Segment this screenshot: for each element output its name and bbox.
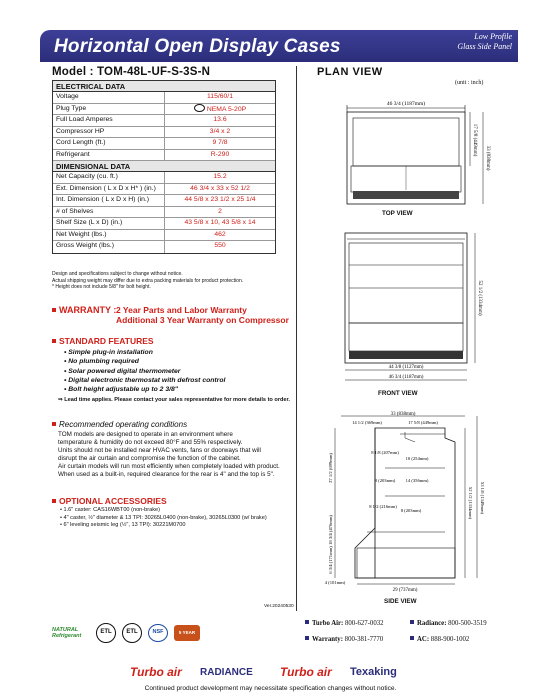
bullet-icon [52, 422, 56, 426]
recommended-title [52, 420, 187, 429]
row-label: Voltage [53, 92, 165, 103]
table-row [53, 127, 275, 139]
front-view-drawing [305, 225, 515, 395]
dim-side-top-b: 14 1/2 (369mm) [352, 420, 382, 425]
page-title: Horizontal Open Display Cases [54, 36, 341, 57]
natural-refrigerant-logo [52, 627, 86, 649]
list-item: • Simple plug-in installation [64, 349, 153, 356]
refrigerant-text: Refrigerant [52, 633, 82, 639]
cabinet-front [345, 233, 467, 363]
turbo-air-logo-2: Turbo air [280, 665, 332, 679]
warranty-details [116, 305, 289, 325]
bullet-icon [305, 620, 309, 624]
row-label: Shelf Size (L x D) (in.) [53, 218, 165, 229]
warranty-line: 2 Year Parts and Labor Warranty [116, 305, 247, 315]
recommended-body [58, 431, 290, 479]
dim-l3: 6 3/4 (171mm) [328, 546, 333, 574]
header-bar [40, 30, 518, 62]
warranty-label [52, 305, 116, 315]
bullet-icon [410, 636, 414, 640]
dim-inner: 44 3/8 (1127mm) [388, 365, 424, 370]
table-row [53, 184, 275, 196]
dim-depth-a: 17 5/8 (449mm) [472, 123, 477, 157]
row-value: 9 7/8 [212, 139, 228, 146]
warranty-badge: 5 YEAR [174, 625, 200, 641]
lead-time-note: ⇒ Lead time applies. Please contact your sales representative for more details to order. [58, 397, 290, 403]
column-divider [296, 66, 297, 611]
warranty-label-text: WARRANTY : [59, 305, 117, 315]
text-line: disrupt the air curtain and compromise the function of the cabinet. [58, 455, 241, 462]
plan-view-title: PLAN VIEW [317, 66, 383, 78]
plug-value: NEMA 5-20P [206, 105, 247, 113]
features-title-text: STANDARD FEATURES [59, 336, 154, 346]
row-label: Gross Weight (lbs.) [53, 241, 165, 253]
features-list [64, 348, 225, 394]
certifications [52, 623, 292, 653]
text-line: Units should not be installed near HVAC vents, fans or doorways that will [58, 447, 261, 454]
bullet-icon [410, 620, 414, 624]
subtitle-line-2: Glass Side Panel [457, 42, 512, 51]
table-row [53, 218, 275, 230]
brand-logos [50, 665, 500, 681]
dim-s1: 8 1/8 (207mm) [371, 450, 399, 455]
text-line: temperature & humidity do not exceed 80°F and 55% respectively. [58, 439, 243, 446]
unit-label: (unit : inch) [455, 80, 484, 86]
warranty [52, 305, 289, 325]
bullet-icon [52, 499, 56, 503]
front-view-label: FRONT VIEW [378, 390, 418, 397]
dim-s5: 8 1/2 (216mm) [369, 504, 397, 509]
contact-phone: 888-900-1002 [430, 636, 470, 643]
row-label: Plug Type [53, 104, 165, 115]
natural-text: NATURAL [52, 627, 79, 633]
row-value: 44 5/8 x 23 1/2 x 25 1/4 [184, 196, 256, 203]
table-row [53, 241, 275, 253]
list-item: • Digital electronic thermostat with defrost control [64, 376, 226, 384]
contact-phone: 800-381-7770 [344, 636, 384, 643]
contact-name: AC: [417, 636, 430, 643]
contact-turbo-air [305, 618, 384, 630]
base-grille [349, 351, 463, 359]
contact-name: Turbo Air: [312, 620, 344, 627]
row-label: Compressor HP [53, 127, 165, 138]
text-line: Air curtain models will run most efficiently when completely loaded with product. [58, 463, 280, 470]
list-item: • 4" caster, ½" diameter & 13 TPI: 30265L0400 (non-brake), 30265L0300 (w/ brake) [60, 514, 267, 521]
contact-name: Warranty: [312, 636, 343, 643]
spec-table [52, 80, 276, 254]
row-label: Net Weight (lbs.) [53, 230, 165, 241]
text-line: When used as a built-in, required clearance for the rear is 4" and the top is 5". [58, 471, 275, 478]
list-item: • Bolt height adjustable up to 2 3/8" [64, 386, 178, 394]
accessories-list [60, 507, 267, 530]
plug-icon [194, 104, 205, 112]
dim-s4: 14 (356mm) [405, 478, 429, 483]
table-row [53, 104, 275, 116]
subtitle-line-1: Low Profile [474, 32, 512, 41]
row-label: Refrigerant [53, 150, 165, 161]
row-value: R-290 [210, 150, 230, 158]
text-line: TOM models are designed to operate in an environment where [58, 431, 233, 438]
bullet-icon [305, 636, 309, 640]
dimensional-section-header: DIMENSIONAL DATA [53, 161, 275, 172]
table-row [53, 115, 275, 127]
row-label: Net Capacity (cu. ft.) [53, 172, 165, 183]
cabinet-outline [347, 112, 465, 204]
contact-radiance [410, 618, 487, 630]
contact-phone: 800-500-3519 [448, 620, 487, 627]
dim-depth-b: 33 (838mm) [485, 145, 490, 171]
accessories-title [52, 496, 167, 506]
dim-s6: 8 (203mm) [400, 508, 422, 513]
row-value: 13.6 [213, 116, 227, 123]
dim-side-top-a: 33 (838mm) [390, 412, 416, 417]
version: Ver.20240530 [264, 604, 294, 609]
top-view-drawing [305, 90, 515, 215]
top-view-label: TOP VIEW [382, 210, 413, 217]
row-value: 462 [214, 230, 226, 238]
dim-width: 46 3/4 (1187mm) [386, 101, 426, 107]
row-value: 2 [218, 207, 222, 215]
etl-sanitation-logo: ETL [122, 623, 142, 643]
texaking-logo: Texaking [350, 666, 397, 678]
warranty-line: Additional 3 Year Warranty on Compressor [116, 315, 289, 325]
dim-outer: 46 3/4 (1187mm) [388, 375, 424, 380]
dim-side-top-c: 17 5/8 (449mm) [408, 420, 438, 425]
table-row [53, 150, 275, 162]
recommended-title-text: Recommended operating conditions [59, 420, 188, 429]
table-row [53, 207, 275, 219]
footer-disclaimer: Continued product development may necessitate specification changes without notice. [144, 685, 397, 692]
features-title [52, 336, 154, 346]
row-label: Ext. Dimension ( L x D x H* ) (in.) [53, 184, 165, 195]
note-line: Design and specifications subject to change without notice. [52, 271, 183, 277]
dim-s3: 8 (203mm) [374, 478, 396, 483]
row-value: 3/4 x 2 [209, 127, 231, 135]
row-value: 43 5/8 x 10, 43 5/8 x 14 [184, 219, 256, 226]
table-row [53, 172, 275, 184]
list-item: • 6" leveling seismic leg (½", 13 TPI): 30221M0700 [60, 522, 186, 529]
radiance-logo: RADIANCE [200, 667, 253, 678]
dim-h1: 52 1/2 (1334mm) [468, 486, 473, 520]
electrical-section-header: ELECTRICAL DATA [53, 81, 275, 92]
list-item: • No plumbing required [64, 358, 139, 366]
row-value: 550 [214, 242, 226, 249]
row-label: # of Shelves [53, 207, 165, 218]
bullet-icon [52, 339, 56, 343]
base-vent [353, 191, 459, 199]
dim-h2: 53 1/8 (1349mm) [480, 481, 485, 515]
row-label: Cord Length (ft.) [53, 138, 165, 149]
accessories-title-text: OPTIONAL ACCESSORIES [59, 496, 167, 506]
row-label: Int. Dimension ( L x D x H) (in.) [53, 195, 165, 206]
dim-bottom: 29 (737mm) [392, 588, 418, 593]
list-item: • Solar powered digital thermometer [64, 367, 181, 375]
table-row [53, 195, 275, 207]
contact-name: Radiance: [417, 620, 447, 627]
row-value: 115/60/1 [207, 93, 233, 100]
note-line: Actual shipping weight may differ due to extra packing materials for product protection. [52, 277, 244, 284]
dim-l1: 27 1/2 (699mm) [328, 453, 333, 483]
dim-l2: 18 3/4 (476mm) [328, 515, 333, 545]
note-line: * Height does not include 5/8" for bolt height. [52, 284, 151, 290]
nsf-logo: NSF [148, 624, 168, 642]
bullet-icon [52, 308, 56, 312]
table-row [53, 92, 275, 104]
row-value [165, 104, 275, 115]
side-view-drawing [305, 408, 515, 600]
row-value: 46 3/4 x 33 x 52 1/2 [190, 184, 250, 192]
row-value: 15.2 [213, 173, 227, 180]
side-view-label: SIDE VIEW [384, 598, 417, 605]
contact-ac [410, 634, 469, 646]
dim-s2: 10 (254mm) [405, 456, 429, 461]
spec-notes [52, 271, 292, 291]
list-item: • 1.6" caster: CAS16WBT00 (non-brake) [60, 507, 161, 513]
contact-phone: 800-627-0032 [345, 620, 384, 627]
table-row [53, 138, 275, 150]
table-row [53, 230, 275, 242]
dim-height: 52 1/2 (1334mm) [477, 280, 482, 316]
model-number: Model : TOM-48L-UF-S-3S-N [52, 66, 211, 78]
header-subtitle [457, 32, 512, 52]
turbo-air-logo: Turbo air [130, 665, 182, 679]
dim-l4: 4 (101mm) [324, 580, 346, 585]
contact-warranty [305, 634, 383, 646]
row-label: Full Load Amperes [53, 115, 165, 126]
etl-logo: ETL [96, 623, 116, 643]
